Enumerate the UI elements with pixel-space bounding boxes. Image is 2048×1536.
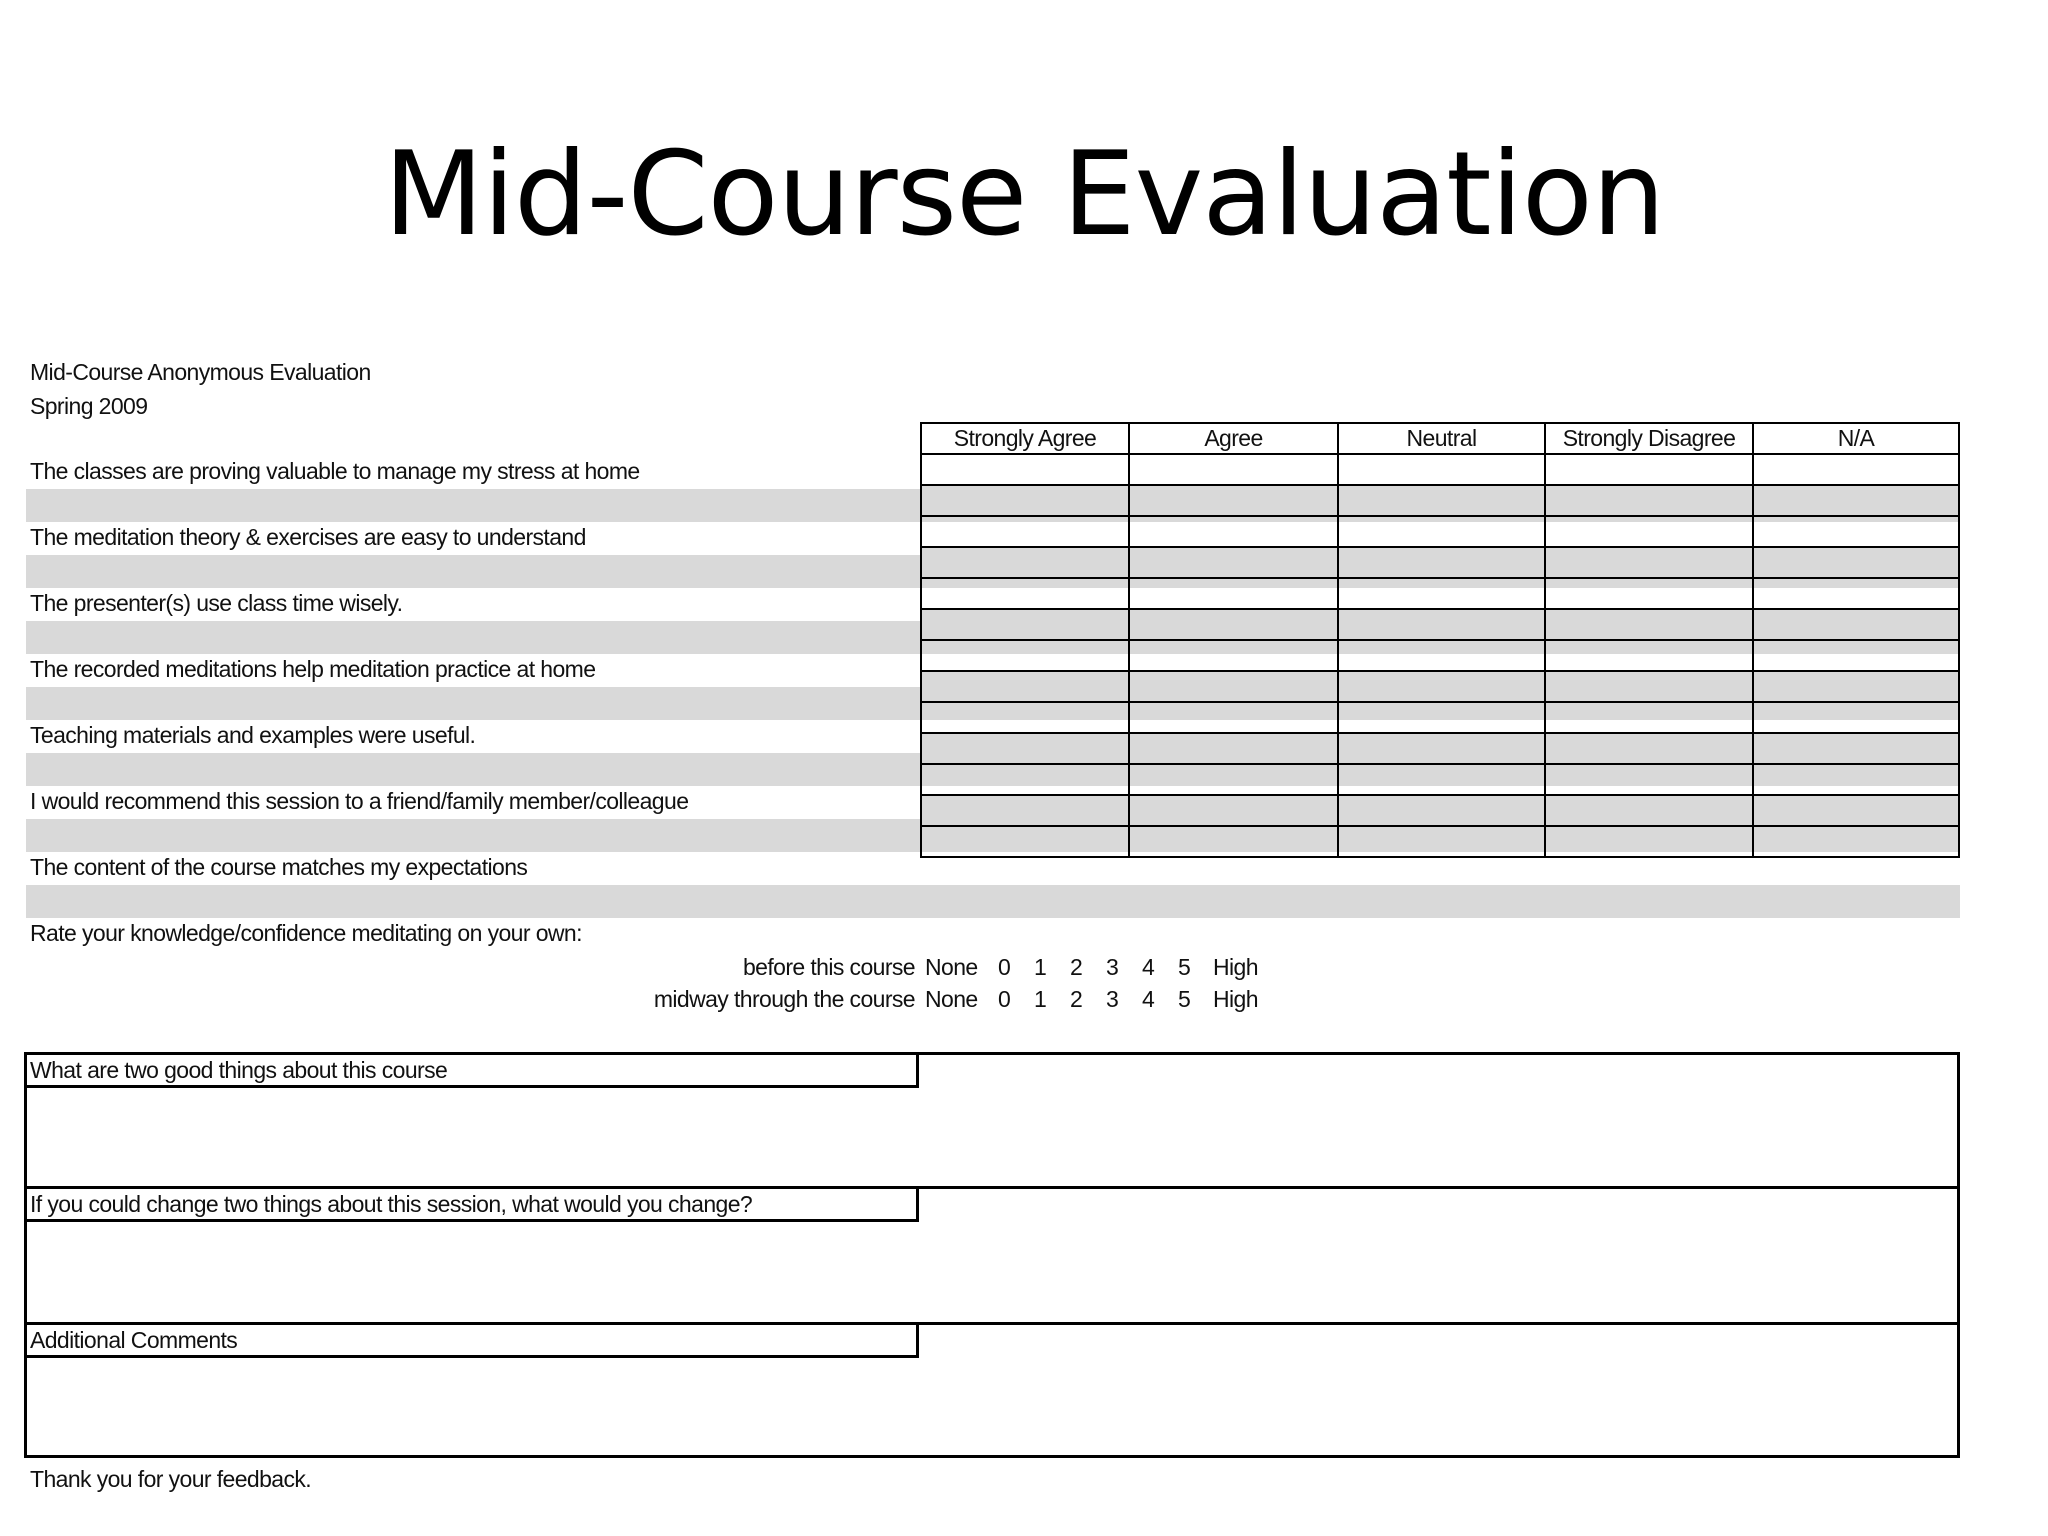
response-cell[interactable]: [1753, 826, 1959, 857]
answer-area-comments[interactable]: [27, 1360, 1957, 1454]
rating-option[interactable]: 5: [1178, 954, 1191, 980]
response-cell[interactable]: [921, 640, 1129, 671]
response-cell[interactable]: [1753, 640, 1959, 671]
column-header: Neutral: [1338, 423, 1545, 454]
answer-area-changes[interactable]: [27, 1224, 1957, 1320]
spacer-cell: [921, 609, 1129, 640]
spacer-cell: [1129, 485, 1338, 516]
spacer-row: [921, 547, 1959, 578]
response-cell[interactable]: [1338, 764, 1545, 795]
question-label-box: [24, 1053, 919, 1088]
response-cell[interactable]: [1338, 640, 1545, 671]
spacer-cell: [1545, 485, 1753, 516]
spacer-cell: [1753, 609, 1959, 640]
spacer-cell: [1753, 671, 1959, 702]
rating-option[interactable]: 3: [1106, 986, 1119, 1012]
rating-option[interactable]: 3: [1106, 954, 1119, 980]
response-row: [921, 454, 1959, 485]
response-cell[interactable]: [1545, 826, 1753, 857]
response-row: [921, 640, 1959, 671]
column-header: Strongly Disagree: [1545, 423, 1753, 454]
spacer-cell: [1753, 733, 1959, 764]
rating-option[interactable]: 4: [1142, 954, 1155, 980]
spacer-cell: [1129, 733, 1338, 764]
response-cell[interactable]: [921, 826, 1129, 857]
rating-prompt: Rate your knowledge/confidence meditating on your own:: [30, 920, 582, 946]
spacer-cell: [1129, 671, 1338, 702]
spacer-cell: [921, 485, 1129, 516]
statement: The content of the course matches my expectations: [30, 854, 528, 880]
response-row: [921, 516, 1959, 547]
response-grid: [920, 422, 1960, 858]
spacer-cell: [1129, 795, 1338, 826]
spacer-cell: [1129, 547, 1338, 578]
response-cell[interactable]: [1753, 764, 1959, 795]
question-label: What are two good things about this course: [30, 1057, 448, 1083]
column-header: Agree: [1129, 423, 1338, 454]
response-cell[interactable]: [1545, 578, 1753, 609]
column-header: N/A: [1753, 423, 1959, 454]
rating-label: midway through the course: [653, 986, 915, 1012]
rating-option[interactable]: 0: [998, 954, 1011, 980]
spacer-cell: [1753, 485, 1959, 516]
spacer-row: [921, 733, 1959, 764]
response-row: [921, 764, 1959, 795]
response-cell[interactable]: [1545, 640, 1753, 671]
spacer-cell: [1338, 795, 1545, 826]
statement: I would recommend this session to a friend/family member/colleague: [30, 788, 689, 814]
response-cell[interactable]: [1129, 764, 1338, 795]
response-cell[interactable]: [1338, 578, 1545, 609]
question-label: If you could change two things about this session, what would you change?: [30, 1191, 753, 1217]
response-cell[interactable]: [1753, 454, 1959, 485]
statement: The meditation theory & exercises are easy to understand: [30, 524, 586, 550]
question-label: Additional Comments: [30, 1327, 238, 1353]
rating-high: High: [1213, 954, 1258, 980]
spacer-cell: [1338, 485, 1545, 516]
response-cell[interactable]: [1338, 826, 1545, 857]
form-footer: Thank you for your feedback.: [30, 1466, 312, 1492]
form-header: Mid-Course Anonymous Evaluation: [30, 359, 371, 385]
response-row: [921, 826, 1959, 857]
rating-high: High: [1213, 986, 1258, 1012]
spacer-cell: [1753, 795, 1959, 826]
rating-option[interactable]: 2: [1070, 954, 1083, 980]
spacer-cell: [1545, 547, 1753, 578]
statement: The recorded meditations help meditation practice at home: [30, 656, 596, 682]
response-cell[interactable]: [1129, 640, 1338, 671]
response-cell[interactable]: [1129, 826, 1338, 857]
response-cell[interactable]: [1129, 516, 1338, 547]
rating-option[interactable]: 0: [998, 986, 1011, 1012]
question-label-box: [24, 1323, 919, 1358]
spacer-cell: [921, 671, 1129, 702]
rating-label: before this course: [742, 954, 915, 980]
rating-option[interactable]: 1: [1034, 986, 1047, 1012]
response-cell[interactable]: [1338, 702, 1545, 733]
spacer-cell: [1338, 547, 1545, 578]
spacer-row: [921, 609, 1959, 640]
response-cell[interactable]: [921, 764, 1129, 795]
spacer-cell: [1545, 733, 1753, 764]
spacer-row: [921, 795, 1959, 826]
response-cell[interactable]: [1338, 516, 1545, 547]
rating-low: None: [925, 954, 978, 980]
response-cell[interactable]: [1753, 516, 1959, 547]
response-cell[interactable]: [1129, 578, 1338, 609]
statement: The presenter(s) use class time wisely.: [30, 590, 403, 616]
row-band: [26, 885, 1960, 918]
spacer-cell: [1338, 609, 1545, 640]
rating-option[interactable]: 5: [1178, 986, 1191, 1012]
rating-option[interactable]: 2: [1070, 986, 1083, 1012]
rating-option[interactable]: 4: [1142, 986, 1155, 1012]
response-cell[interactable]: [1545, 454, 1753, 485]
question-label-box: [24, 1187, 919, 1222]
response-cell[interactable]: [1545, 702, 1753, 733]
response-row: [921, 578, 1959, 609]
answer-area-good-things[interactable]: [27, 1089, 1957, 1184]
spacer-cell: [921, 795, 1129, 826]
statement: The classes are proving valuable to manage my stress at home: [30, 458, 640, 484]
statement: Teaching materials and examples were useful.: [30, 722, 476, 748]
spacer-cell: [1753, 547, 1959, 578]
response-cell[interactable]: [921, 516, 1129, 547]
slide-title: Mid-Course Evaluation: [383, 127, 1665, 262]
response-cell[interactable]: [921, 702, 1129, 733]
spacer-cell: [1129, 609, 1338, 640]
response-cell[interactable]: [921, 454, 1129, 485]
form-term: Spring 2009: [30, 393, 148, 419]
spacer-cell: [1545, 609, 1753, 640]
spacer-cell: [1545, 795, 1753, 826]
response-cell[interactable]: [1129, 454, 1338, 485]
rating-option[interactable]: 1: [1034, 954, 1047, 980]
rating-low: None: [925, 986, 978, 1012]
spacer-cell: [921, 547, 1129, 578]
grid-header-row: [921, 423, 1959, 454]
spacer-cell: [1338, 733, 1545, 764]
response-cell[interactable]: [921, 578, 1129, 609]
spacer-row: [921, 485, 1959, 516]
spacer-row: [921, 671, 1959, 702]
response-cell[interactable]: [1338, 454, 1545, 485]
response-row: [921, 702, 1959, 733]
spacer-cell: [1545, 671, 1753, 702]
response-cell[interactable]: [1129, 702, 1338, 733]
response-cell[interactable]: [1545, 764, 1753, 795]
spacer-cell: [921, 733, 1129, 764]
column-header: Strongly Agree: [921, 423, 1129, 454]
response-cell[interactable]: [1753, 702, 1959, 733]
response-cell[interactable]: [1753, 578, 1959, 609]
spacer-cell: [1338, 671, 1545, 702]
response-cell[interactable]: [1545, 516, 1753, 547]
